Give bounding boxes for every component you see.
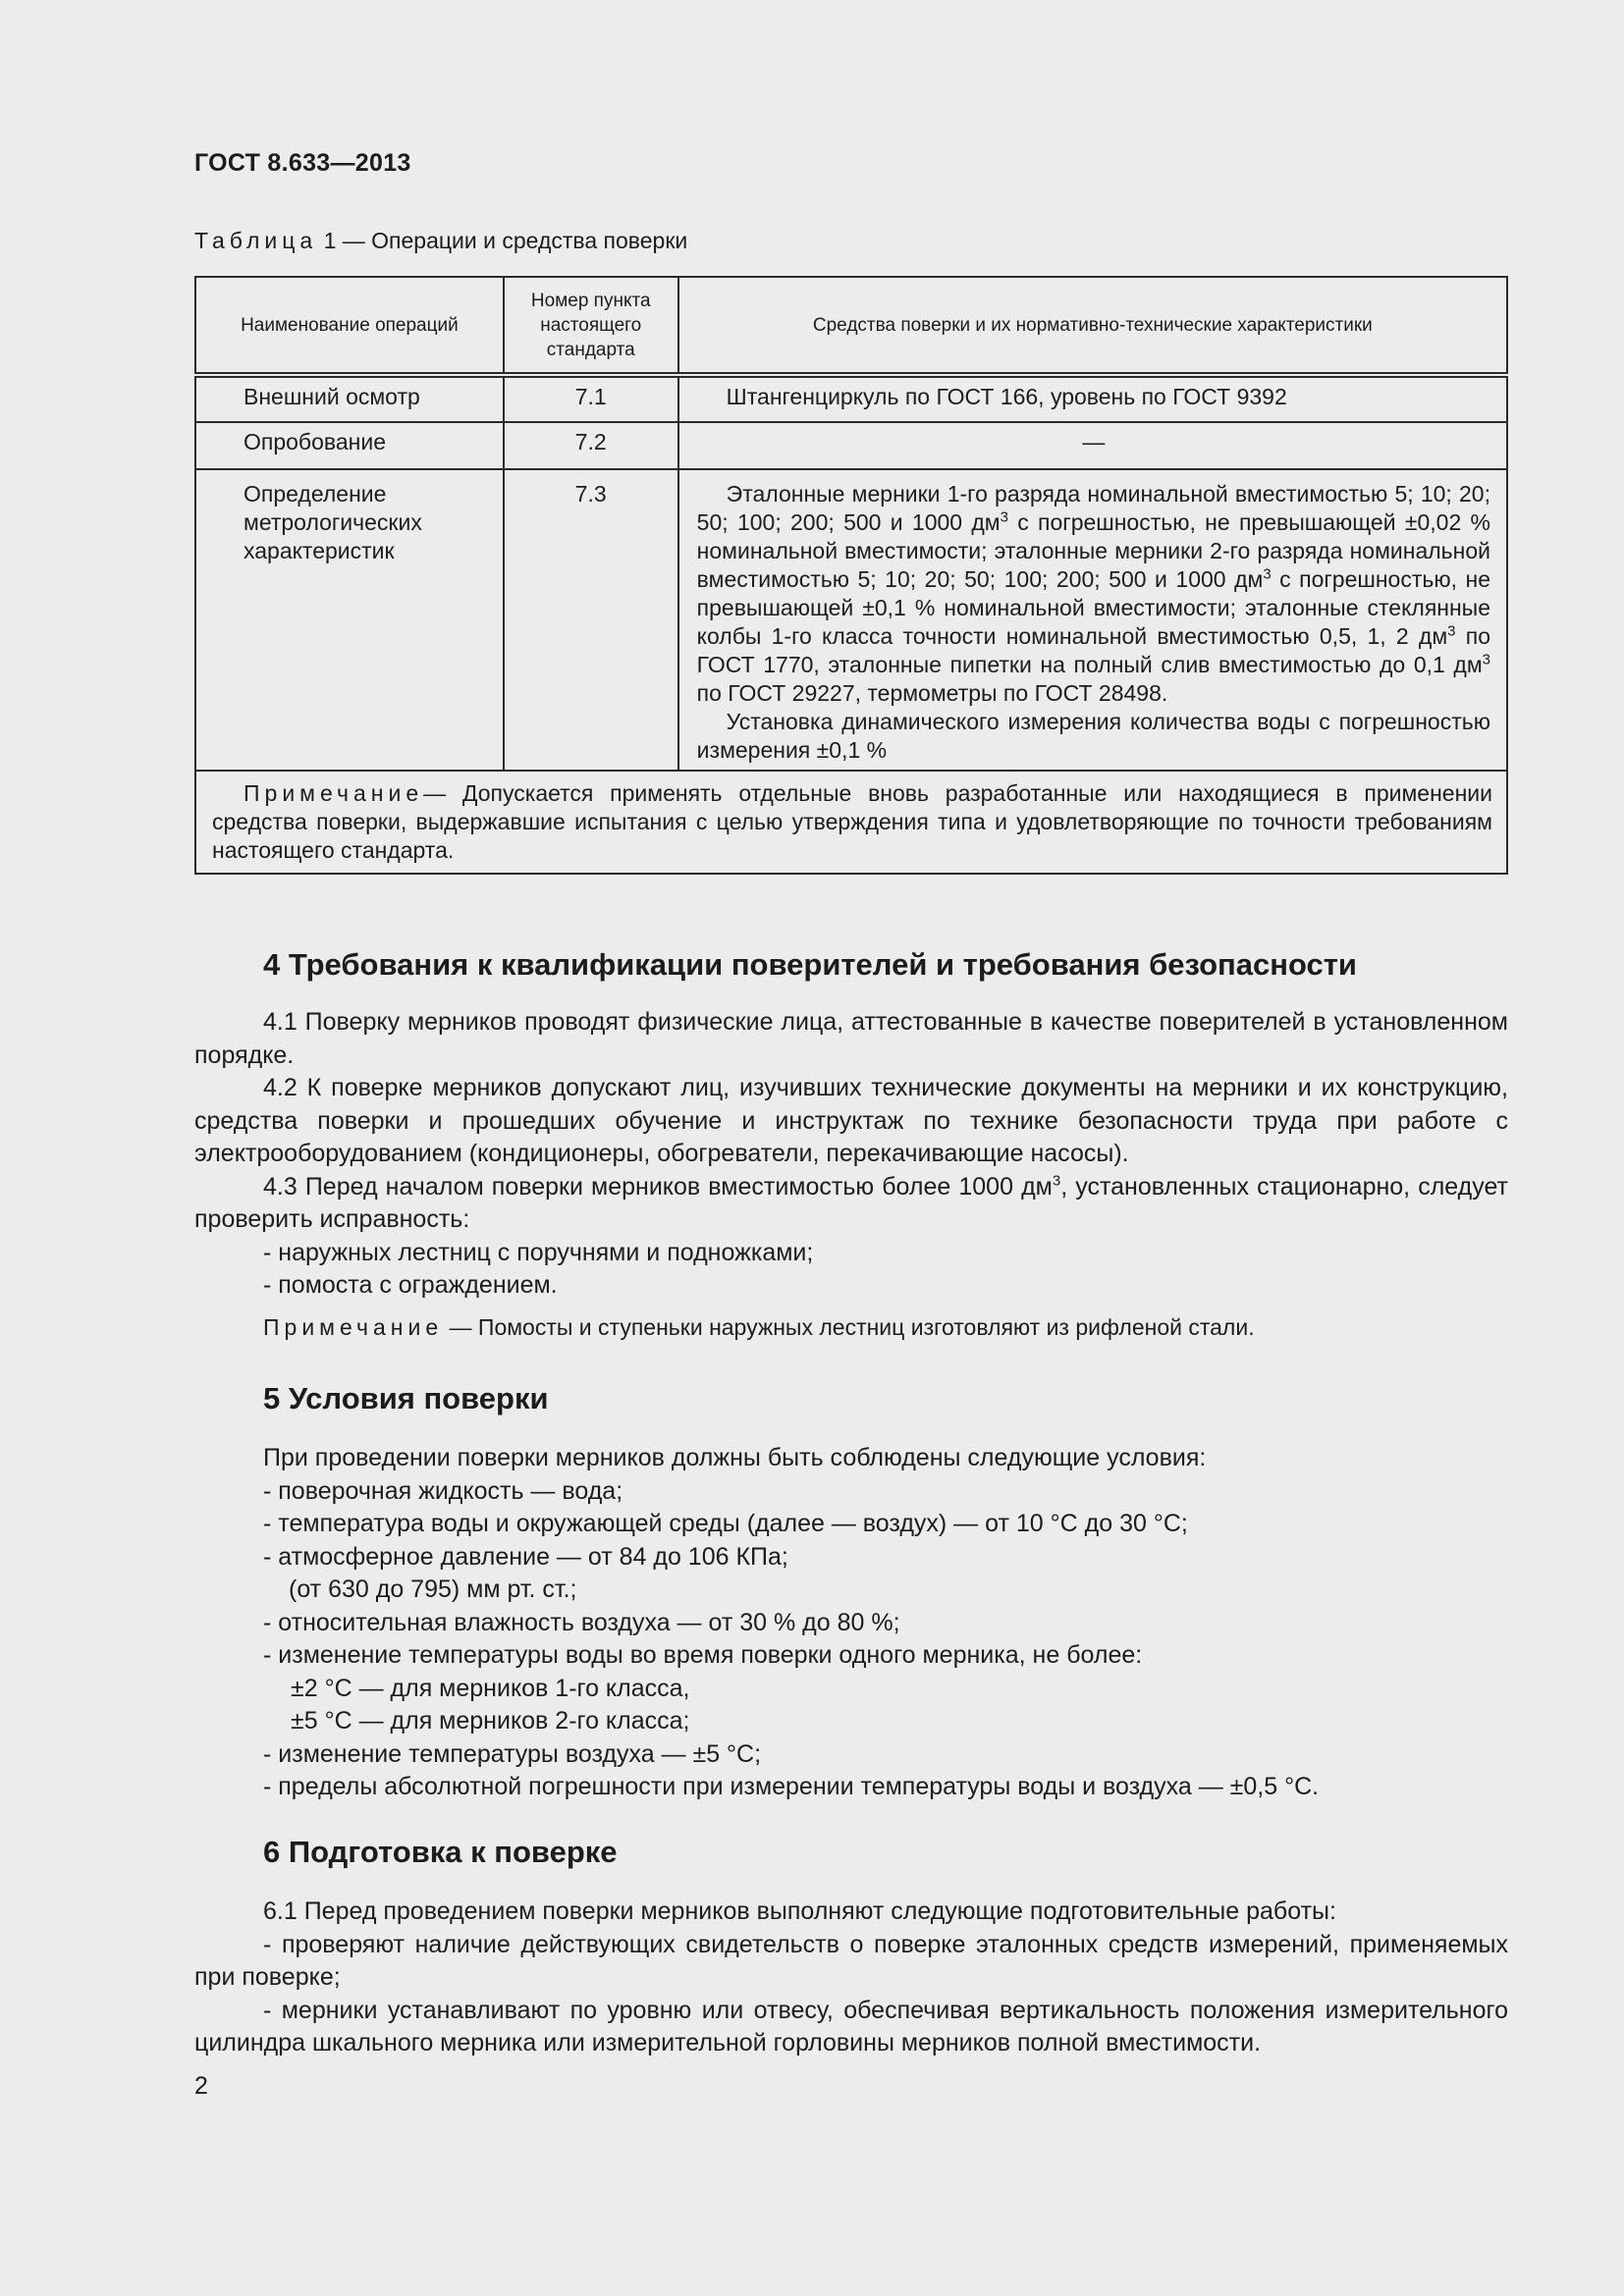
section-5-title: 5 Условия поверки bbox=[263, 1381, 549, 1415]
list-item: - помоста с ограждением. bbox=[263, 1271, 558, 1299]
header-clause-number: Номер пункта настоящего стандарта bbox=[504, 277, 678, 375]
superscript: 3 bbox=[1447, 622, 1456, 640]
means-text: с погрешностью, не превышающей ±0,02 % номинальной вместимости; эталонные мерники 2-го разряда номинальной вместимостью 5; 10; 20; 50; 100; 200; 500 и 1000 дм bbox=[696, 509, 1490, 592]
clause-text: 4.3 Перед началом поверки мерников вместимостью более 1000 дм bbox=[263, 1172, 1053, 1201]
op-means-paragraph-2: Установка динамического измерения количества воды с погрешностью измерения ±0,1 % bbox=[696, 709, 1490, 763]
list-item: - наружных лестниц с поручнями и подножками; bbox=[263, 1238, 814, 1266]
list-subitem: ±5 °С — для мерников 2-го класса; bbox=[291, 1707, 690, 1735]
list-item: - проверяют наличие действующих свидетельств о поверке эталонных средств измерений, применяемых при поверке; bbox=[194, 1930, 1508, 1991]
operations-table bbox=[194, 276, 1508, 875]
op-means: Штангенциркуль по ГОСТ 166, уровень по ГОСТ 9392 bbox=[678, 375, 1507, 422]
op-means: — bbox=[678, 422, 1507, 469]
list-item: - поверочная жидкость — вода; bbox=[263, 1476, 623, 1505]
superscript: 3 bbox=[1482, 651, 1490, 668]
superscript: 3 bbox=[1000, 508, 1008, 526]
means-text: с погрешностью, не превышающей ±0,1 % номинальной вместимости; эталонные стеклянные колбы 1-го класса точности номинальной вместимостью 0,5, 1, 2 дм bbox=[696, 566, 1490, 649]
header-means: Средства поверки и их нормативно-технические характеристики bbox=[678, 277, 1507, 375]
table-note bbox=[195, 771, 1507, 874]
section-5-body bbox=[194, 1442, 1508, 1804]
op-means bbox=[678, 469, 1507, 771]
section-4-note bbox=[194, 1311, 1508, 1345]
header-operations: Наименование операций bbox=[195, 277, 504, 375]
list-item: - атмосферное давление — от 84 до 106 КПа; bbox=[263, 1542, 788, 1571]
superscript: 3 bbox=[1052, 1172, 1061, 1190]
section-4-body bbox=[194, 1006, 1508, 1344]
list-item: - изменение температуры воды во время поверки одного мерника, не более: bbox=[263, 1641, 1143, 1669]
table-note-label: Примечание bbox=[244, 780, 424, 806]
clause-text: , установленных стационарно, следует проверить исправность: bbox=[194, 1172, 1508, 1233]
section-5-intro: При проведении поверки мерников должны быть соблюдены следующие условия: bbox=[263, 1444, 1207, 1471]
op-name: Внешний осмотр bbox=[195, 375, 504, 422]
document-header: ГОСТ 8.633—2013 bbox=[194, 149, 411, 177]
page-number: 2 bbox=[194, 2072, 208, 2100]
list-item: - пределы абсолютной погрешности при измерении температуры воды и воздуха — ±0,5 °С. bbox=[263, 1773, 1320, 1800]
table-row bbox=[195, 375, 1507, 422]
op-number: 7.3 bbox=[504, 469, 678, 771]
clause-6-1: 6.1 Перед проведением поверки мерников выполняют следующие подготовительные работы: bbox=[263, 1897, 1336, 1925]
table-caption-text: 1 — Операции и средства поверки bbox=[323, 228, 688, 253]
list-item: - относительная влажность воздуха — от 30 % до 80 %; bbox=[263, 1608, 900, 1636]
means-text: Эталонные мерники 1-го разряда номинальной вместимостью 5; 10; 20; 50; 100; 200; 500 и 1000 дм bbox=[696, 481, 1490, 535]
op-number: 7.1 bbox=[504, 375, 678, 422]
table-header-row bbox=[195, 277, 1507, 375]
table-note-text: — Допускается применять отдельные вновь разработанные или находящиеся в применении средства поверки, выдержавшие испытания с целью утверждения типа и удовлетворяющие по точности требованиям настоящего стандарта. bbox=[212, 780, 1492, 863]
table-caption-label: Таблица bbox=[194, 228, 318, 253]
table-row bbox=[195, 422, 1507, 469]
clause-4-3 bbox=[194, 1171, 1508, 1237]
table-row bbox=[195, 469, 1507, 771]
op-means-paragraph-1 bbox=[697, 480, 1490, 708]
section-4-title: 4 Требования к квалификации поверителей и требования безопасности bbox=[263, 947, 1357, 982]
superscript: 3 bbox=[1263, 565, 1272, 583]
list-item-continuation: (от 630 до 795) мм рт. ст.; bbox=[289, 1575, 577, 1603]
list-item: - мерники устанавливают по уровню или отвесу, обеспечивая вертикальность положения измерительного цилиндра шкального мерника или измерительной горловины мерников полной вместимости. bbox=[194, 1996, 1508, 2056]
table-caption bbox=[194, 228, 687, 254]
op-name: Опробование bbox=[195, 422, 504, 469]
clause-4-1: 4.1 Поверку мерников проводят физические лица, аттестованные в качестве поверителей в установленном порядке. bbox=[194, 1008, 1508, 1069]
section-6-title: 6 Подготовка к поверке bbox=[263, 1835, 618, 1869]
clause-4-2: 4.2 К поверке мерников допускают лиц, изучивших технические документы на мерники и их конструкцию, средства поверки и прошедших обучение и инструктаж по технике безопасности труда при работе с электрооборудованием (кондиционеры, обогреватели, перекачивающие насосы). bbox=[194, 1074, 1508, 1167]
list-item: - изменение температуры воздуха — ±5 °С; bbox=[263, 1739, 762, 1768]
section-6-body bbox=[194, 1896, 1508, 2060]
op-number: 7.2 bbox=[504, 422, 678, 469]
means-text: по ГОСТ 1770, эталонные пипетки на полный слив вместимостью до 0,1 дм bbox=[696, 623, 1490, 677]
means-text: по ГОСТ 29227, термометры по ГОСТ 28498. bbox=[696, 680, 1168, 706]
table-note-row bbox=[195, 771, 1507, 874]
op-name-text: Определение метрологических характеристик bbox=[244, 481, 422, 563]
list-subitem: ±2 °С — для мерников 1-го класса, bbox=[291, 1674, 690, 1702]
op-name bbox=[195, 469, 504, 771]
note-label: Примечание bbox=[263, 1313, 444, 1340]
list-item: - температура воды и окружающей среды (далее — воздух) — от 10 °С до 30 °С; bbox=[263, 1510, 1188, 1537]
note-text: — Помосты и ступеньки наружных лестниц изготовляют из рифленой стали. bbox=[449, 1313, 1255, 1340]
